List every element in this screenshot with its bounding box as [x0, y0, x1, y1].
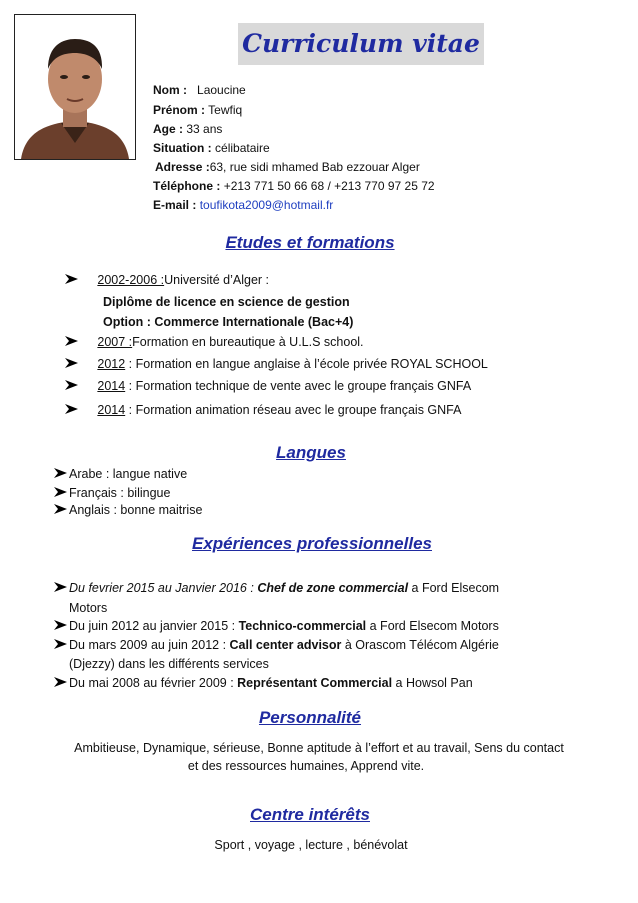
- etudes-text: Université d’Alger :: [164, 273, 270, 287]
- email-label: E-mail :: [153, 198, 197, 212]
- experience-dates: Du juin 2012 au janvier 2015 :: [69, 619, 239, 633]
- arrow-bullet-icon: [53, 503, 69, 515]
- profile-photo: [14, 14, 136, 160]
- prenom-label: Prénom :: [153, 103, 206, 117]
- diplome-line: Diplôme de licence en science de gestion: [103, 295, 350, 309]
- page-title: Curriculum vitae: [242, 29, 480, 58]
- experience-company: a Ford Elsecom: [408, 581, 500, 595]
- experience-item-3-cont: (Djezzy) dans les différents services: [69, 657, 269, 671]
- heading-experiences: Expériences professionnelles: [192, 534, 432, 553]
- heading-interets: Centre intérêts: [250, 805, 370, 824]
- etudes-text: Formation en bureautique à U.L.S school.: [132, 335, 364, 349]
- experience-role: Call center advisor: [229, 638, 342, 652]
- experience-role: Chef de zone commercial: [257, 581, 409, 595]
- experience-role: Représentant Commercial: [237, 676, 393, 690]
- info-telephone: [153, 177, 435, 195]
- arrow-bullet-icon: [53, 486, 69, 498]
- arrow-bullet-icon: [64, 335, 80, 347]
- info-nom: [153, 81, 246, 99]
- langue-item-1: [53, 465, 187, 483]
- arrow-bullet-icon: [53, 638, 69, 650]
- etudes-text: : Formation animation réseau avec le groupe français GNFA: [125, 403, 462, 417]
- experience-item-2: [53, 617, 499, 635]
- arrow-bullet-icon: [53, 467, 69, 479]
- langue-item-3: [53, 501, 202, 519]
- adresse-value: 63, rue sidi mhamed Bab ezzouar Alger: [209, 160, 420, 174]
- telephone-value: +213 771 50 66 68 / +213 770 97 25 72: [223, 179, 435, 193]
- heading-etudes: Etudes et formations: [225, 233, 395, 252]
- langue-item-2: [53, 484, 170, 502]
- arrow-bullet-icon: [64, 403, 80, 415]
- etudes-date: 2014: [97, 403, 126, 417]
- email-link[interactable]: toufikota2009@hotmail.fr: [199, 198, 334, 212]
- heading-langues: Langues: [276, 443, 346, 462]
- experience-item-1: [53, 579, 499, 597]
- experience-item-4: [53, 674, 473, 692]
- info-age: [153, 120, 222, 138]
- info-email: [153, 196, 333, 214]
- adresse-label: Adresse :: [155, 160, 210, 174]
- telephone-label: Téléphone :: [153, 179, 221, 193]
- experience-item-3: [53, 636, 499, 654]
- option-line: Option : Commerce Internationale (Bac+4): [103, 315, 354, 329]
- situation-value: célibataire: [215, 141, 270, 155]
- interets-text: Sport , voyage , lecture , bénévolat: [214, 838, 408, 852]
- info-adresse: [155, 158, 420, 176]
- etudes-date: 2012: [97, 357, 126, 371]
- arrow-bullet-icon: [53, 619, 69, 631]
- personnalite-line-1: Ambitieuse, Dynamique, sérieuse, Bonne aptitude à l’effort et au travail, Sens du contact: [74, 741, 564, 755]
- heading-personnalite: Personnalité: [258, 708, 362, 727]
- experience-role: Technico-commercial: [238, 619, 367, 633]
- personnalite-line-2: et des ressources humaines, Apprend vite.: [187, 759, 425, 773]
- experience-company: à Orascom Télécom Algérie: [341, 638, 499, 652]
- arrow-bullet-icon: [53, 676, 69, 688]
- etudes-text: : Formation technique de vente avec le groupe français GNFA: [125, 379, 472, 393]
- etudes-item-1: [64, 271, 269, 289]
- etudes-item-5: [64, 401, 461, 419]
- arrow-bullet-icon: [64, 357, 80, 369]
- nom-value: Laoucine: [197, 83, 246, 97]
- etudes-item-3: [64, 355, 488, 373]
- arrow-bullet-icon: [64, 273, 80, 285]
- etudes-date: 2002-2006 :: [97, 273, 165, 287]
- age-label: Age :: [153, 122, 183, 136]
- situation-label: Situation :: [153, 141, 212, 155]
- experience-company: a Howsol Pan: [392, 676, 473, 690]
- experience-dates: Du fevrier 2015 au Janvier 2016 :: [69, 581, 258, 595]
- portrait-image: [15, 15, 135, 159]
- arrow-bullet-icon: [53, 581, 69, 593]
- info-prenom: [153, 101, 242, 119]
- etudes-date: 2007 :: [97, 335, 133, 349]
- langue-text: Arabe : langue native: [69, 467, 188, 481]
- langue-text: Français : bilingue: [69, 486, 171, 500]
- experience-dates: Du mars 2009 au juin 2012 :: [69, 638, 230, 652]
- nom-label: Nom :: [153, 83, 187, 97]
- etudes-item-4: [64, 377, 471, 395]
- experience-dates: Du mai 2008 au février 2009 :: [69, 676, 238, 690]
- experience-company: a Ford Elsecom Motors: [366, 619, 499, 633]
- experience-item-1-cont: Motors: [69, 601, 108, 615]
- langue-text: Anglais : bonne maitrise: [69, 503, 203, 517]
- etudes-text: : Formation en langue anglaise à l’école privée ROYAL SCHOOL: [125, 357, 488, 371]
- arrow-bullet-icon: [64, 379, 80, 391]
- age-value: 33 ans: [186, 122, 223, 136]
- etudes-date: 2014: [97, 379, 126, 393]
- prenom-value: Tewfiq: [208, 103, 243, 117]
- info-situation: [153, 139, 270, 157]
- etudes-item-2: [64, 333, 364, 351]
